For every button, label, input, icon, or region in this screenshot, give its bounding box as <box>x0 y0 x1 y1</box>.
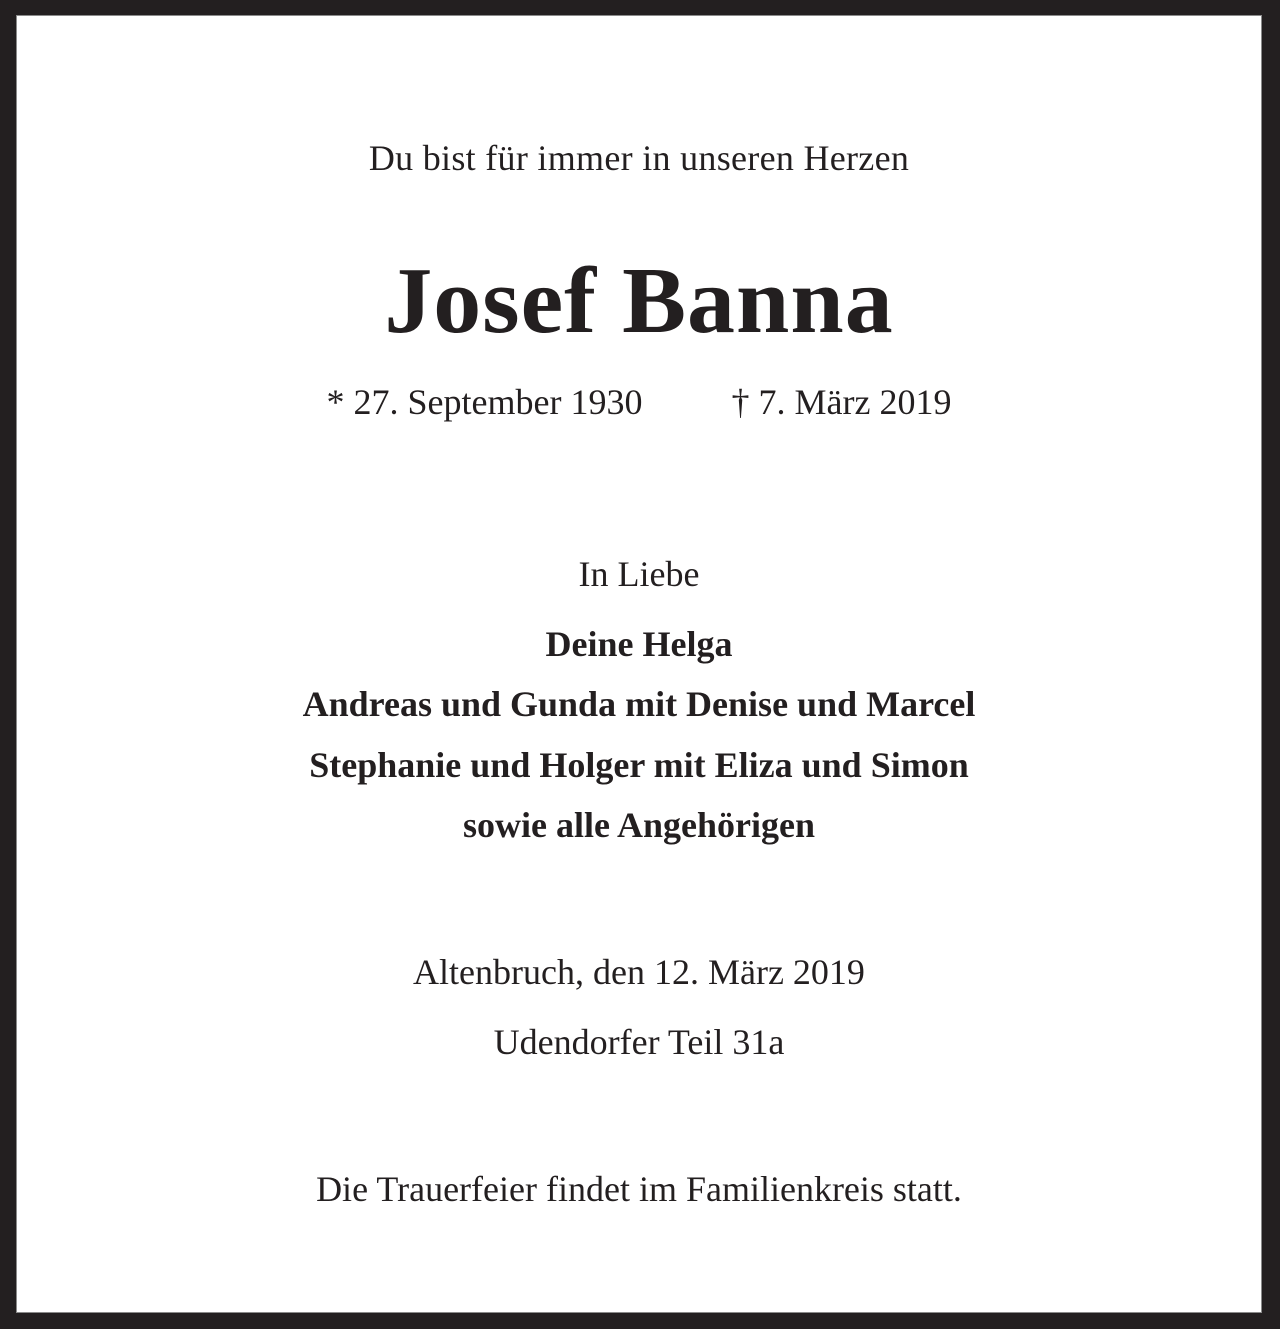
deceased-name: Josef Banna <box>384 249 894 353</box>
tagline: Du bist für immer in unseren Herzen <box>368 138 910 178</box>
address: Udendorfer Teil 31a <box>493 1022 785 1062</box>
death-date: † 7. März 2019 <box>731 382 952 422</box>
life-dates <box>16 381 1262 423</box>
place-and-date: Altenbruch, den 12. März 2019 <box>413 952 865 992</box>
mourner-line: Stephanie und Holger mit Eliza und Simon <box>309 745 969 785</box>
mourner-line: sowie alle Angehörigen <box>463 805 815 845</box>
in-love-heading: In Liebe <box>578 554 700 594</box>
mourner-line: Deine Helga <box>545 624 733 664</box>
obituary-notice <box>16 15 1262 1313</box>
birth-date: * 27. September 1930 <box>326 382 643 422</box>
mourner-line: Andreas und Gunda mit Denise und Marcel <box>302 684 976 724</box>
ceremony-note: Die Trauerfeier findet im Familienkreis statt. <box>316 1169 962 1209</box>
